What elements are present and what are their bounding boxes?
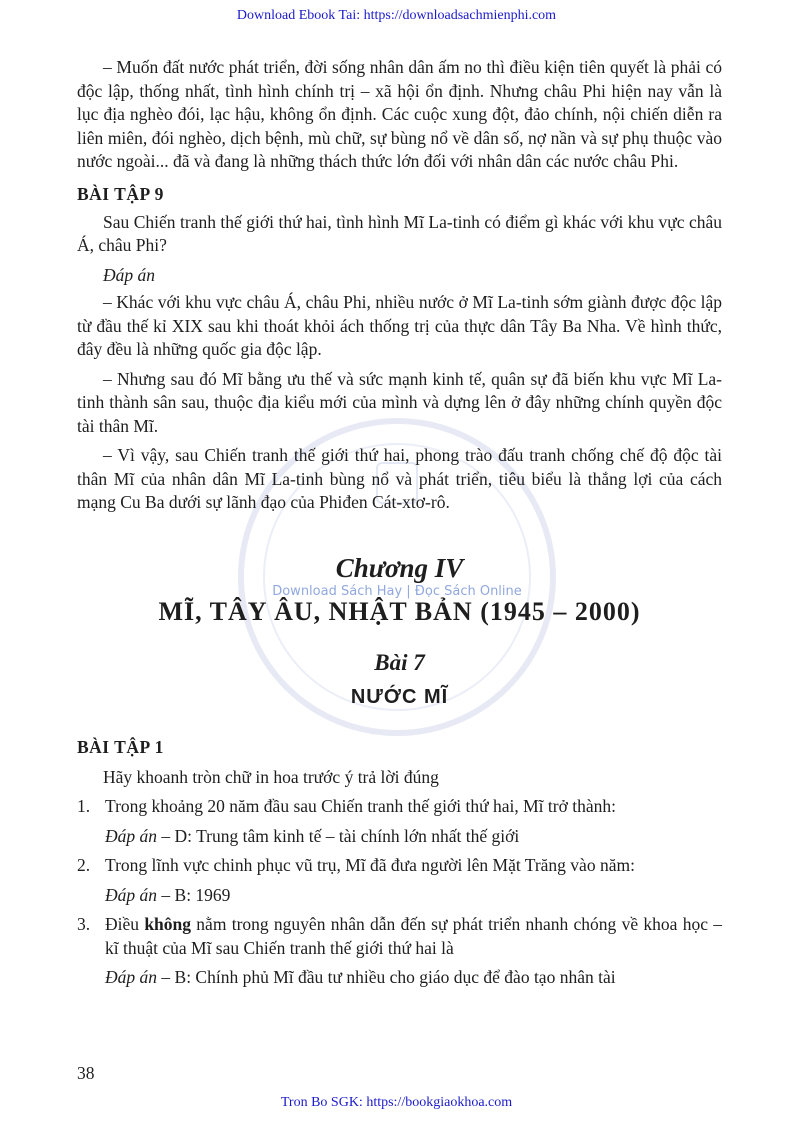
exercise-1-instruction: Hãy khoanh tròn chữ in hoa trước ý trả lời đúng — [103, 766, 439, 787]
question-number: 3. — [77, 914, 91, 934]
intro-paragraph: – Muốn đất nước phát triển, đời sống nhân dân ấm no thì điều kiện tiên quyết là phải có độc lập, thống nhất, tình hình chính trị – xã hội ổn định. Nhưng châu Phi hiện nay vẫn là lục địa nghèo đói, lạc hậu, không ổn định. Các cuộc xung đột, đảo chính, nội chiến diễn ra liên miên, đói nghèo, dịch bệnh, mù chữ, sự bùng nổ về dân số, nợ nần và sự phụ thuộc vào nước ngoài... đã và đang là những thách thức lớn đối với nhân dân các nước châu Phi. — [77, 57, 722, 171]
question-answer: Đáp án – B: Chính phủ Mĩ đầu tư nhiều cho giáo dục để đào tạo nhân tài — [105, 967, 616, 987]
exercise-9-question: Sau Chiến tranh thế giới thứ hai, tình hình Mĩ La-tinh có điểm gì khác với khu vực châu Á, châu Phi? — [77, 211, 722, 255]
question-answer: Đáp án – D: Trung tâm kinh tế – tài chính lớn nhất thế giới — [105, 825, 520, 846]
chapter-title: MĨ, TÂY ÂU, NHẬT BẢN (1945 – 2000) — [158, 596, 641, 626]
question-number: 2. — [77, 855, 91, 875]
question-text: Trong khoảng 20 năm đầu sau Chiến tranh thế giới thứ hai, Mĩ trở thành: — [105, 796, 616, 816]
question-text: Trong lĩnh vực chinh phục vũ trụ, Mĩ đã đưa người lên Mặt Trăng vào năm: — [105, 855, 635, 875]
page-content — [77, 56, 722, 990]
question-text: Điều không nằm trong nguyên nhân dẫn đến sự phát triển nhanh chóng về khoa học – kĩ thuật của Mĩ sau Chiến tranh thế giới thứ hai là — [105, 914, 722, 958]
exercise-9-heading: BÀI TẬP 9 — [77, 183, 164, 204]
lesson-number: Bài 7 — [374, 649, 425, 675]
lesson-title: NƯỚC MĨ — [350, 685, 449, 708]
footer-sgk-link[interactable]: Tron Bo SGK: https://bookgiaokhoa.com — [280, 1095, 513, 1110]
exercise-9-answer-label: Đáp án — [103, 264, 156, 285]
question-item — [77, 913, 722, 990]
exercise-9-answer-2: – Nhưng sau đó Mĩ bằng ưu thế và sức mạnh kinh tế, quân sự đã biến khu vực Mĩ La-tinh thành sân sau, thuộc địa kiểu mới của mình và dựng lên ở đây những chính quyền độc tài thân Mĩ. — [77, 368, 722, 436]
question-list — [77, 795, 722, 990]
question-answer: Đáp án – B: 1969 — [105, 884, 231, 905]
chapter-number: Chương IV — [335, 552, 464, 583]
chapter-heading-block — [77, 551, 722, 711]
header-download-link[interactable]: Download Ebook Tai: https://downloadsachmienphi.com — [236, 8, 557, 23]
watermark-text: Download Sách Hay | Đọc Sách Online — [272, 584, 522, 599]
page-number: 38 — [77, 1063, 95, 1083]
exercise-1-heading: BÀI TẬP 1 — [77, 736, 164, 757]
exercise-9-answer-1: – Khác với khu vực châu Á, châu Phi, nhiều nước ở Mĩ La-tinh sớm giành được độc lập từ đầu thế kỉ XIX sau khi thoát khỏi ách thống trị của thực dân Tây Ba Nha. Về hình thức, đây đều là những quốc gia độc lập. — [77, 292, 722, 359]
question-number: 1. — [77, 796, 91, 816]
question-item — [77, 854, 722, 907]
exercise-9-answer-3: – Vì vậy, sau Chiến tranh thế giới thứ hai, phong trào đấu tranh chống chế độ độc tài thân Mĩ của nhân dân Mĩ La-tinh bùng nổ và phát triển, tiêu biểu là thắng lợi của cách mạng Cu Ba dưới sự lãnh đạo của Phiđen Cát-xtơ-rô. — [77, 445, 722, 512]
question-item — [77, 795, 722, 848]
